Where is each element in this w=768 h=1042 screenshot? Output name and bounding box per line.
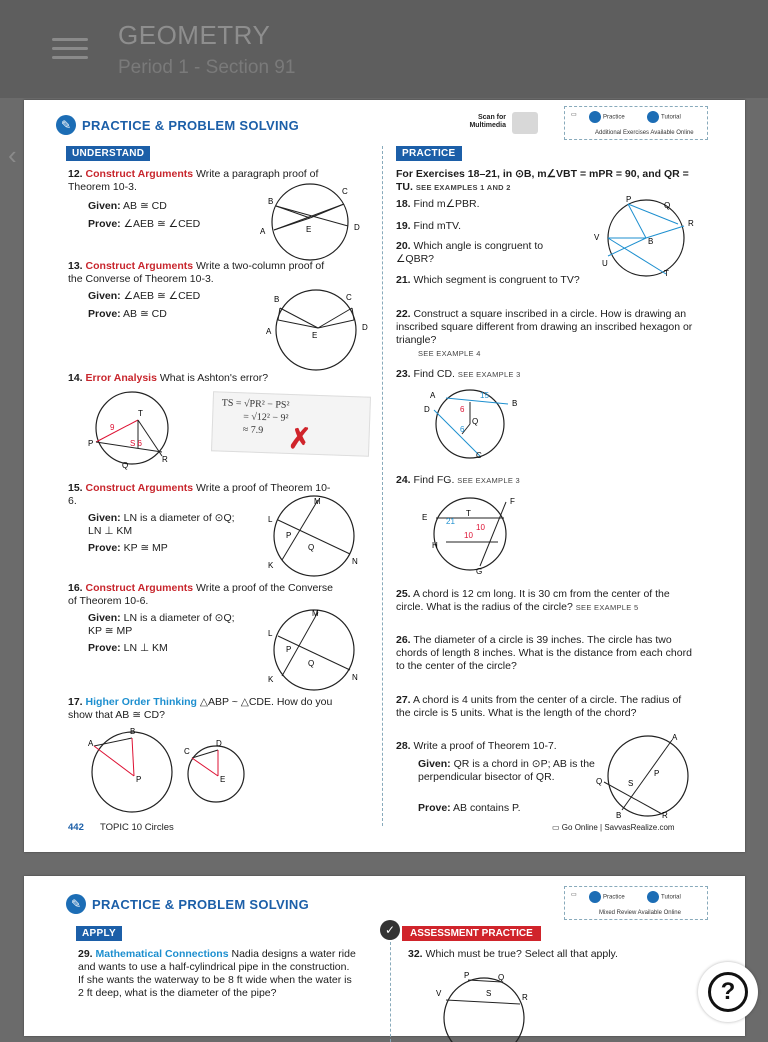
svg-text:21: 21 (446, 517, 455, 526)
p12-prove: Prove: ∠AEB ≅ ∠CED (88, 218, 201, 230)
question-mark-icon: ? (708, 972, 748, 1012)
pencil-icon: ✎ (66, 894, 86, 914)
go-online-link[interactable]: ▭ Go Online | SavvasRealize.com (552, 823, 675, 832)
svg-text:Q: Q (664, 201, 671, 210)
svg-text:M: M (314, 497, 321, 506)
svg-text:P: P (88, 439, 94, 448)
problem-32: 32. Which must be true? Select all that apply. (408, 948, 618, 960)
svg-text:S: S (628, 779, 634, 788)
svg-text:N: N (352, 673, 358, 682)
p17-circles-diagram (88, 727, 288, 812)
svg-text:E: E (312, 331, 318, 340)
svg-text:D: D (362, 323, 368, 332)
practice-icon (589, 891, 601, 903)
svg-text:A: A (260, 227, 266, 236)
svg-text:E: E (306, 225, 312, 234)
chevron-left-icon[interactable]: ‹ (8, 140, 17, 170)
problem-15: 15. Construct Arguments Write a proof of Theorem 10-6. (68, 482, 331, 507)
svg-text:E: E (422, 513, 428, 522)
section-heading: ✎ PRACTICE & PROBLEM SOLVING (66, 894, 309, 914)
svg-text:S 6: S 6 (130, 439, 143, 448)
svg-text:P: P (286, 531, 292, 540)
problem-29: 29. Mathematical Connections Nadia designs a water ride and wants to use a half-cylindrical pipe in the construction. If she wants the waterway to be 8 ft wide when the water is 2 ft deep, what is the diameter of the pipe? (78, 948, 356, 999)
svg-text:P: P (626, 195, 632, 204)
laptop-icon: ▭ (552, 823, 560, 832)
hamburger-menu-icon[interactable] (52, 38, 88, 62)
pencil-icon: ✎ (56, 115, 76, 135)
svg-text:R: R (162, 455, 168, 464)
svg-text:A: A (672, 733, 678, 742)
svg-text:P: P (286, 645, 292, 654)
p12-given: Given: AB ≅ CD (88, 200, 167, 212)
p28-circle-diagram (592, 734, 702, 818)
svg-text:C: C (184, 747, 190, 756)
svg-text:10: 10 (464, 531, 473, 540)
svg-text:A: A (430, 391, 436, 400)
scan-icon[interactable] (512, 112, 538, 134)
svg-text:N: N (352, 557, 358, 566)
svg-text:R: R (662, 811, 668, 820)
svg-text:P: P (464, 971, 470, 980)
practice-tag: PRACTICE (396, 146, 462, 161)
svg-text:V: V (436, 989, 442, 998)
problem-14: 14. Error Analysis What is Ashton's error? (68, 372, 269, 384)
svg-text:A: A (88, 739, 94, 748)
tutorial-icon (647, 891, 659, 903)
svg-text:E: E (220, 775, 226, 784)
help-button[interactable] (698, 962, 758, 1022)
svg-text:10: 10 (476, 523, 485, 532)
svg-text:C: C (346, 293, 352, 302)
app-title: GEOMETRY (118, 20, 271, 50)
svg-text:S: S (486, 989, 492, 998)
svg-text:B: B (130, 727, 136, 736)
p15-prove: Prove: KP ≅ MP (88, 542, 168, 554)
svg-text:Q: Q (308, 543, 315, 552)
checkmark-icon: ✓ (380, 920, 400, 940)
svg-text:C: C (342, 187, 348, 196)
svg-text:D: D (424, 405, 430, 414)
svg-text:6: 6 (460, 425, 465, 434)
p28-given: Given: QR is a chord in ⊙P; AB is the perpendicular bisector of QR. (418, 758, 595, 783)
p24-circle-diagram (420, 494, 530, 574)
tutorial-icon (647, 111, 659, 123)
p13-prove: Prove: AB ≅ CD (88, 308, 167, 320)
svg-text:Q: Q (472, 417, 479, 426)
svg-text:15: 15 (480, 391, 489, 400)
p14-circle-diagram (84, 390, 184, 470)
problem-28: 28. Write a proof of Theorem 10-7. (396, 740, 557, 752)
svg-text:T: T (138, 409, 143, 418)
problem-18: 18. Find m∠PBR. (396, 198, 480, 210)
svg-text:R: R (522, 993, 528, 1002)
problem-23: 23. Find CD. SEE EXAMPLE 3 (396, 368, 521, 380)
p16-prove: Prove: LN ⊥ KM (88, 642, 168, 654)
svg-text:K: K (268, 675, 274, 684)
problem-21: 21. Which segment is congruent to TV? (396, 274, 580, 286)
problem-27: 27. A chord is 4 units from the center of a circle. The radius of the circle is 5 units. What is the length of the chord? (396, 694, 682, 719)
column-divider (390, 942, 391, 1042)
footer-topic: TOPIC 10 Circles (100, 822, 174, 833)
svg-text:F: F (510, 497, 515, 506)
svg-text:Q: Q (596, 777, 603, 786)
problem-13: 13. Construct Arguments Write a two-column proof of the Converse of Theorem 10-3. (68, 260, 325, 285)
svg-text:R: R (688, 219, 694, 228)
svg-text:H: H (432, 541, 438, 550)
svg-text:B: B (512, 399, 518, 408)
error-x-icon: ✗ (288, 423, 312, 454)
p16-circle-diagram (264, 610, 364, 690)
svg-text:T: T (466, 509, 471, 518)
problem-22: 22. Construct a square inscribed in a circle. How is drawing an inscribed square different from drawing an inscribed hexagon or triangle? SEE EXAMPLE 4 (396, 308, 693, 358)
page-number: 442 (68, 822, 84, 833)
svg-text:B: B (648, 237, 654, 246)
svg-text:B: B (268, 197, 274, 206)
svg-text:V: V (594, 233, 600, 242)
svg-text:Q: Q (308, 659, 315, 668)
p15-given: Given: LN is a diameter of ⊙Q; LN ⊥ KM (88, 512, 235, 537)
problem-19: 19. Find mTV. (396, 220, 461, 232)
p23-circle-diagram (420, 388, 520, 460)
p15-circle-diagram (264, 498, 364, 570)
problem-16: 16. Construct Arguments Write a proof of the Converse of Theorem 10-6. (68, 582, 333, 607)
svg-text:P: P (136, 775, 142, 784)
svg-text:P: P (654, 769, 660, 778)
svg-text:B: B (616, 811, 622, 820)
online-resources-box[interactable]: ▭ Practice Tutorial Mixed Review Available Online (564, 886, 708, 920)
ashton-work-card: TS = √PR² − PS² = √12² − 9² ≈ 7.9 (211, 391, 371, 456)
problem-24: 24. Find FG. SEE EXAMPLE 3 (396, 474, 520, 486)
p32-circle-diagram (428, 970, 538, 1030)
problem-20: 20. Which angle is congruent to ∠QBR? (396, 240, 544, 265)
problem-12: 12. Construct Arguments Write a paragraph proof of Theorem 10-3. (68, 168, 319, 193)
assessment-practice-tag: ASSESSMENT PRACTICE (402, 926, 541, 941)
column-divider (382, 146, 383, 826)
laptop-icon: ▭ (571, 112, 577, 118)
practice-icon (589, 111, 601, 123)
svg-text:9: 9 (110, 423, 115, 432)
svg-text:D: D (216, 739, 222, 748)
svg-text:G: G (476, 567, 483, 576)
apply-tag: APPLY (76, 926, 122, 941)
svg-text:T: T (664, 269, 669, 278)
p12-circle-diagram (254, 182, 374, 262)
svg-text:L: L (268, 629, 273, 638)
textbook-page-443 (24, 876, 745, 1036)
problem-25: 25. A chord is 12 cm long. It is 30 cm from the center of the circle. What is the radius of the circle? SEE EXAMPLE 5 (396, 588, 670, 613)
svg-text:L: L (268, 515, 273, 524)
p13-circle-diagram (264, 290, 374, 370)
svg-text:A: A (266, 327, 272, 336)
p16-given: Given: LN is a diameter of ⊙Q; KP ≅ MP (88, 612, 235, 637)
svg-text:C: C (476, 451, 482, 460)
p18-21-circle-diagram (588, 196, 698, 280)
understand-tag: UNDERSTAND (66, 146, 150, 161)
p13-given: Given: ∠AEB ≅ ∠CED (88, 290, 201, 302)
section-heading: ✎ PRACTICE & PROBLEM SOLVING (56, 115, 299, 135)
laptop-icon: ▭ (571, 892, 577, 898)
p28-prove: Prove: AB contains P. (418, 802, 521, 814)
svg-text:6: 6 (460, 405, 465, 414)
svg-text:M: M (312, 609, 319, 618)
svg-text:Q: Q (498, 973, 505, 982)
svg-text:U: U (602, 259, 608, 268)
app-bar (0, 0, 768, 98)
svg-text:B: B (274, 295, 280, 304)
svg-text:K: K (268, 561, 274, 570)
svg-text:Q: Q (122, 461, 129, 470)
problem-17: 17. Higher Order Thinking △ABP ~ △CDE. How do you show that AB ≅ CD? (68, 696, 333, 721)
app-subtitle: Period 1 - Section 91 (118, 57, 296, 78)
svg-text:D: D (354, 223, 360, 232)
problem-26: 26. The diameter of a circle is 39 inches. The circle has two chords of length 8 inches. What is the distance from each chord to the center of the circle? (396, 634, 692, 672)
online-resources-box[interactable]: ▭ Practice Tutorial Additional Exercises Available Online (564, 106, 708, 140)
textbook-page-442 (24, 100, 745, 852)
exercises-18-21-intro: For Exercises 18–21, in ⊙B, m∠VBT = mPR = 90, and QR = TU. SEE EXAMPLES 1 AND 2 (396, 168, 689, 193)
scan-multimedia-label: Scan for Multimedia (469, 114, 506, 129)
